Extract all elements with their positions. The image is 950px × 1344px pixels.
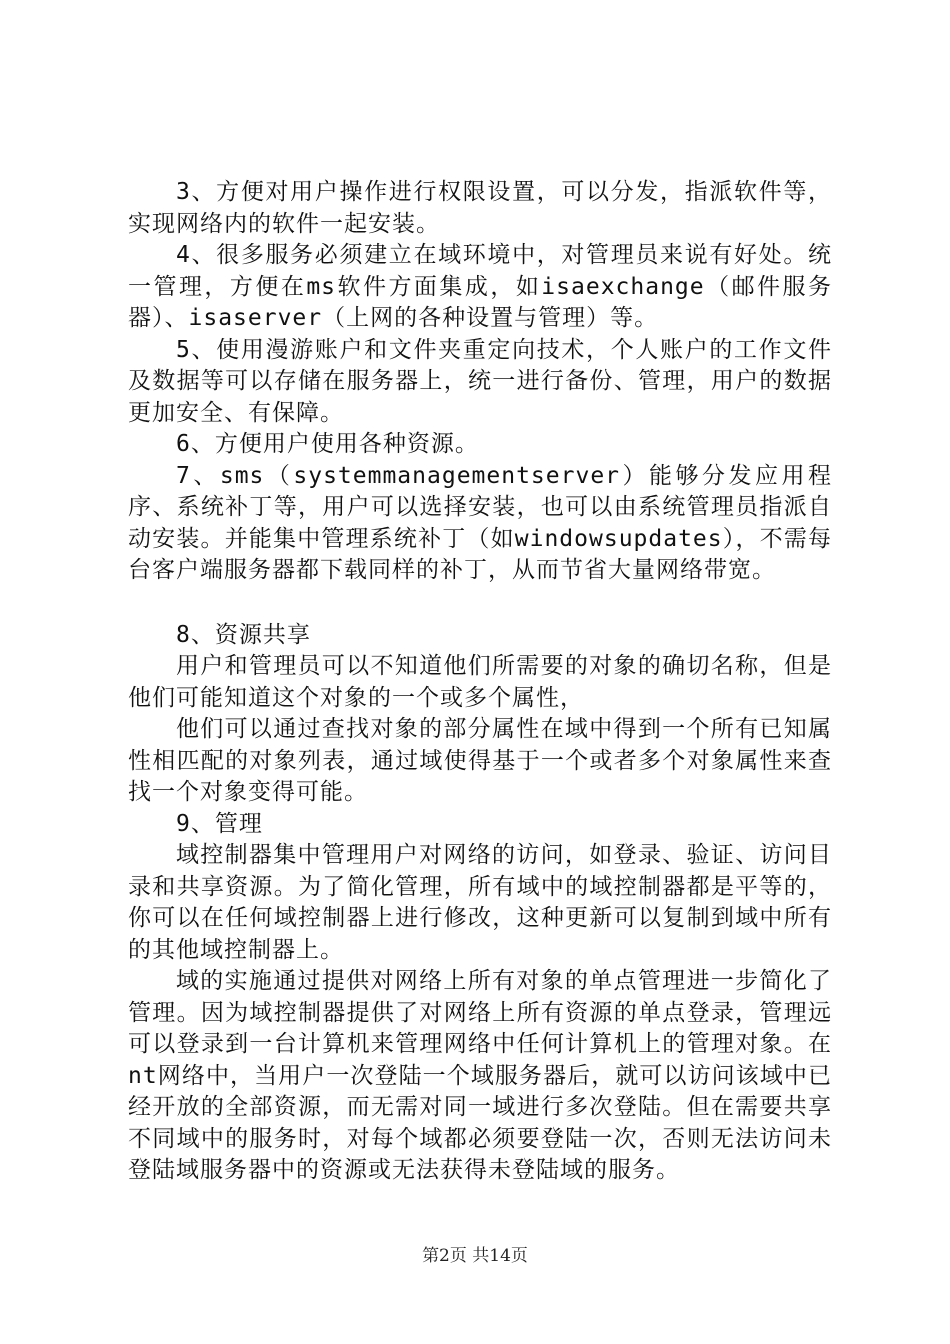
paragraph-management-1: 域控制器集中管理用户对网络的访问，如登录、验证、访问目录和共享资源。为了简化管理，所有域中的域控制器都是平等的，你可以在任何域控制器上进行修改，这种更新可以复制到域中所有的其他域控制器上。 bbox=[128, 842, 832, 963]
page-number-footer: 第2页 共14页 bbox=[422, 1246, 528, 1266]
paragraph-gap bbox=[128, 587, 832, 620]
document-body bbox=[128, 177, 832, 1187]
paragraph-7: 7、sms（systemmanagementserver）能够分发应用程序、系统补丁等，用户可以选择安装，也可以由系统管理员指派自动安装。并能集中管理系统补丁（如windowsupdates），不需每台客户端服务器都下载同样的补丁，从而节省大量网络带宽。 bbox=[128, 462, 832, 583]
paragraph-6: 6、方便用户使用各种资源。 bbox=[176, 431, 479, 457]
paragraph-resource-sharing-1: 用户和管理员可以不知道他们所需要的对象的确切名称，但是他们可能知道这个对象的一个或多个属性， bbox=[128, 653, 832, 711]
section-heading-resource-sharing: 8、资源共享 bbox=[176, 621, 311, 648]
paragraph-4: 4、很多服务必须建立在域环境中，对管理员来说有好处。统一管理，方便在ms软件方面集成，如isaexchange（邮件服务器）、isaserver（上网的各种设置与管理）等。 bbox=[128, 242, 832, 331]
paragraph-3: 3、方便对用户操作进行权限设置，可以分发，指派软件等，实现网络内的软件一起安装。 bbox=[128, 179, 832, 237]
paragraph-resource-sharing-2: 他们可以通过查找对象的部分属性在域中得到一个所有已知属性相匹配的对象列表，通过域使得基于一个或者多个对象属性来查找一个对象变得可能。 bbox=[128, 716, 832, 805]
paragraph-5: 5、使用漫游账户和文件夹重定向技术，个人账户的工作文件及数据等可以存储在服务器上，统一进行备份、管理，用户的数据更加安全、有保障。 bbox=[128, 336, 832, 426]
paragraph-management-2: 域的实施通过提供对网络上所有对象的单点管理进一步简化了管理。因为域控制器提供了对网络上所有资源的单点登录，管理远可以登录到一台计算机来管理网络中任何计算机上的管理对象。在nt网络中，当用户一次登陆一个域服务器后，就可以访问该域中已经开放的全部资源，而无需对同一域进行多次登陆。但在需要共享不同域中的服务时，对每个域都必须要登陆一次，否则无法访问未登陆域服务器中的资源或无法获得未登陆域的服务。 bbox=[128, 968, 832, 1183]
section-heading-management: 9、管理 bbox=[176, 810, 263, 837]
